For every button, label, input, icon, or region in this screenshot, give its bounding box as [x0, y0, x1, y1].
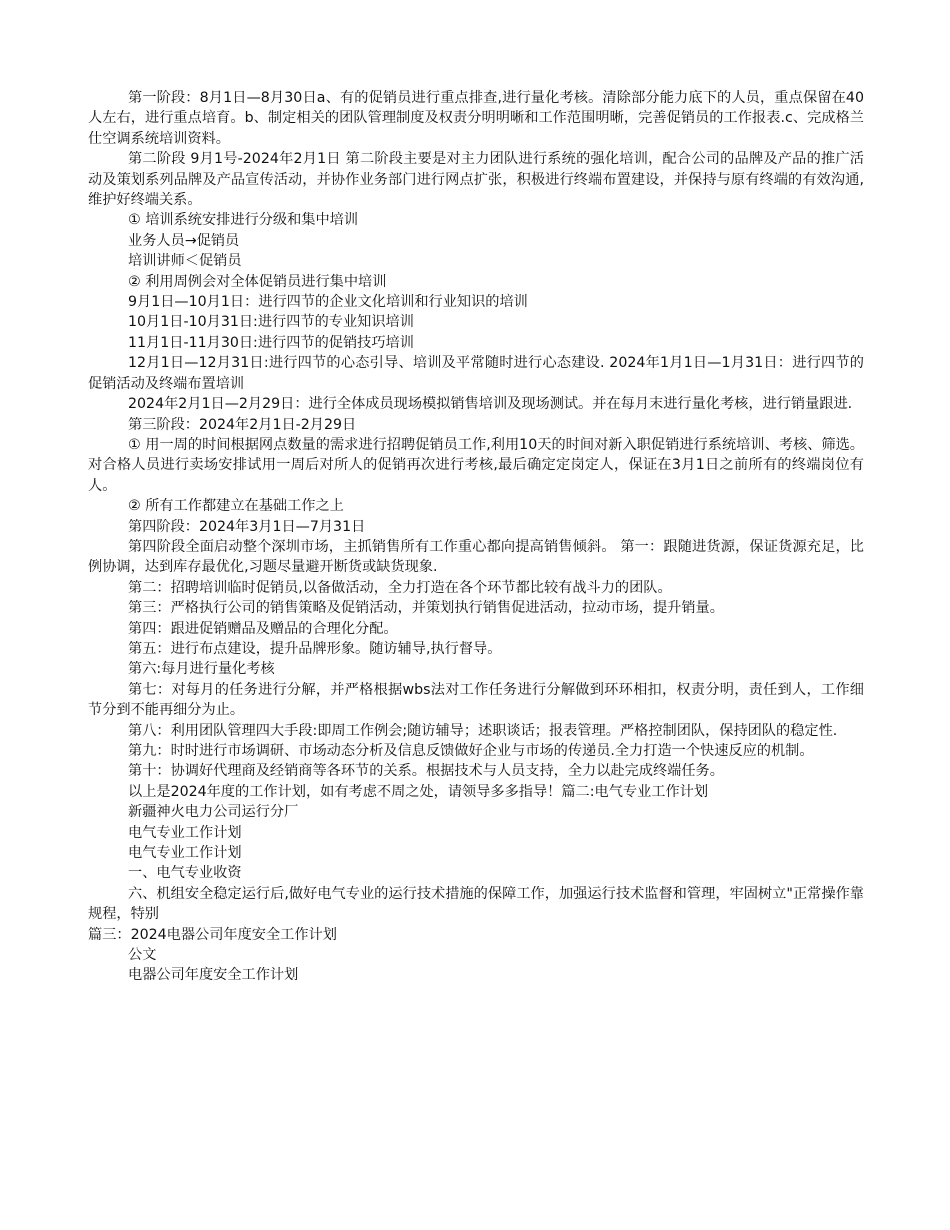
paragraph-phase-one: 第一阶段：8月1日—8月30日a、有的促销员进行重点排查,进行量化考核。清除部分能力底下的人员，重点保留在40人左右，进行重点培育。b、制定相关的团队管理制度及权责分明明晰和工作范围明晰，完善促销员的工作报表.c、完成格兰仕空调系统培训资料。 — [88, 90, 864, 147]
paragraph-item-seventh: 第七：对每月的任务进行分解，并严格根据wbs法对工作任务进行分解做到环环相扣，权责分明，责任到人，工作细节分到不能再细分为止。 — [88, 681, 864, 719]
paragraph-sales-to-promoter: 业务人员→促销员 — [128, 232, 240, 249]
paragraph-phase-three-item-2: ② 所有工作都建立在基础工作之上 — [128, 498, 344, 515]
paragraph-electrical-plan-title-1: 电气专业工作计划 — [128, 824, 242, 841]
paragraph-item-fifth: 第五：进行布点建设，提升品牌形象。随访辅导,执行督导。 — [128, 640, 502, 657]
paragraph-closing: 以上是2024年度的工作计划，如有考虑不周之处，请领导多多指导！篇二:电气专业工作计划 — [128, 783, 709, 800]
paragraph-company-name: 新疆神火电力公司运行分厂 — [128, 804, 299, 821]
paragraph-phase-four-intro: 第四阶段全面启动整个深圳市场，主抓销售所有工作重心都向提高销售倾斜。 第一：跟随进货源，保证货源充足，比例协调，达到库存最优化,习题尽量避开断货或缺货现象. — [88, 538, 864, 576]
paragraph-item-second: 第二：招聘培训临时促销员,以备做活动，全力打造在各个环节都比较有战斗力的团队。 — [128, 579, 672, 596]
paragraph-sep-training: 9月1日—10月1日：进行四节的企业文化培训和行业知识的培训 — [128, 294, 528, 311]
paragraph-phase-three-item-1: ① 用一周的时间根据网点数量的需求进行招聘促销员工作,利用10天的时间对新入职促销进行系统培训、考核、筛选。对合格人员进行卖场安排试用一周后对所人的促销再次进行考核,最后确定定岗定人，保证在3月1日之前所有的终端岗位有人。 — [88, 436, 864, 494]
paragraph-safety-plan-title: 电器公司年度安全工作计划 — [128, 967, 299, 984]
paragraph-electrical-section-six: 六、机组安全稳定运行后,做好电气专业的运行技术措施的保障工作，加强运行技术监督和管理，牢固树立"正常操作靠规程，特别 — [88, 885, 864, 923]
paragraph-phase-three-heading: 第三阶段：2024年2月1日-2月29日 — [128, 416, 357, 433]
paragraph-item-fourth: 第四：跟进促销赠品及赠品的合理化分配。 — [128, 620, 398, 637]
paragraph-feb-training: 2024年2月1日—2月29日：进行全体成员现场模拟销售培训及现场测试。并在每月末进行量化考核，进行销量跟进. — [128, 396, 853, 413]
paragraph-official-doc: 公文 — [128, 947, 157, 964]
paragraph-training-item-2: ② 利用周例会对全体促销员进行集中培训 — [128, 273, 387, 290]
paragraph-item-ninth: 第九：时时进行市场调研、市场动态分析及信息反馈做好企业与市场的传递员.全力打造一个快速反应的机制。 — [128, 743, 814, 759]
paragraph-oct-training: 10月1日-10月31日:进行四节的专业知识培训 — [128, 314, 414, 331]
paragraph-electrical-plan-title-2: 电气专业工作计划 — [128, 845, 242, 862]
paragraph-phase-two: 第二阶段 9月1号-2024年2月1日 第二阶段主要是对主力团队进行系统的强化培训，配合公司的品牌及产品的推广活动及策划系列品牌及产品宣传活动，并协作业务部门进行网点扩张，积极进行终端布置建设，并保持与原有终端的有效沟通,维护好终端关系。 — [88, 151, 864, 209]
paragraph-dec-jan-training: 12月1日—12月31日:进行四节的心态引导、培训及平常随时进行心态建设. 2024年1月1日—1月31日：进行四节的促销活动及终端布置培训 — [88, 355, 864, 392]
paragraph-part-three-heading: 篇三：2024电器公司年度安全工作计划 — [88, 926, 337, 943]
document-page — [88, 88, 864, 986]
paragraph-training-item-1: ① 培训系统安排进行分级和集中培训 — [128, 212, 359, 229]
paragraph-electrical-section-one: 一、电气专业收资 — [128, 865, 242, 882]
paragraph-phase-four-heading: 第四阶段：2024年3月1日—7月31日 — [128, 518, 366, 535]
paragraph-trainer-promoter: 培训讲师＜促销员 — [128, 253, 242, 270]
paragraph-nov-training: 11月1日-11月30日:进行四节的促销技巧培训 — [128, 334, 414, 351]
paragraph-item-sixth: 第六:每月进行量化考核 — [128, 661, 275, 678]
paragraph-item-eighth: 第八：利用团队管理四大手段:即周工作例会;随访辅导；述职谈话；报表管理。严格控制团队，保持团队的稳定性. — [128, 722, 838, 739]
paragraph-item-third: 第三：严格执行公司的销售策略及促销活动，并策划执行销售促进活动，拉动市场，提升销量。 — [128, 600, 724, 617]
paragraph-item-tenth: 第十：协调好代理商及经销商等各环节的关系。根据技术与人员支持，全力以赴完成终端任务。 — [128, 763, 724, 780]
